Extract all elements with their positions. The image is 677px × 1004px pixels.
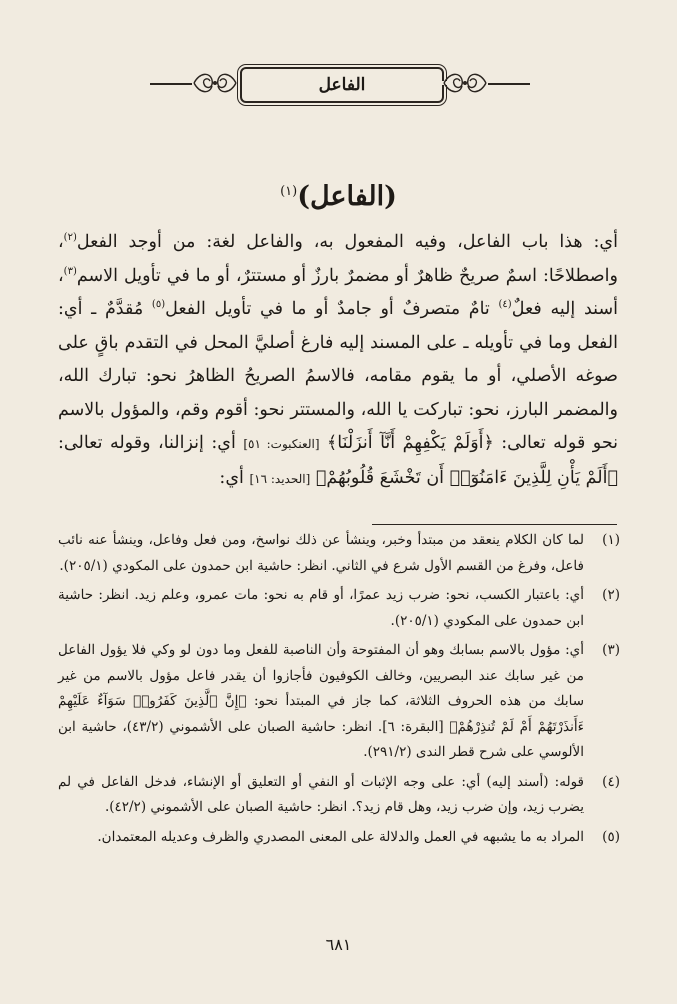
flourish-ornament-left-icon: [192, 68, 238, 98]
footnote-number: (٤): [602, 773, 620, 790]
running-header: [150, 66, 530, 102]
surah-reference: [الحديد: ١٦]: [249, 471, 311, 486]
footnote-text: أي: مؤول بالاسم بسابك وهو أن المفتوحة وأن الناصبة للفعل وما دون لو وكي فلا يؤول الفاعل من غير سابك عند البصريين، وخالف الكوفيون فأجازوا أن يقدر فاعل مؤول بالاسم من غير سابك من هذه الحروف الثلاثة، كما جاز في المبتدأ نحو: ﴿إِنَّ ٱلَّذِينَ كَفَرُوا۟ سَوَآءٌ عَلَيْهِمْ ءَأَنذَرْتَهُمْ أَمْ لَمْ تُنذِرْهُمْ﴾ [البقرة: ٦]. انظر: حاشية الصبان على الأشموني (٤٣/٢)، حاشية ابن الألوسي على شرح قطر الندى (٢٩١/٢).: [58, 642, 584, 760]
footnote-item: [58, 638, 620, 766]
text-run: أي:: [219, 467, 250, 488]
text-run: تأويل الاسم: [76, 265, 161, 286]
header-title: الفاعل: [240, 67, 444, 103]
surah-reference: [العنكبوت: ٥١]: [243, 437, 320, 451]
footnote-text: قوله: (أسند إليه) أي: على وجه الإثبات أو النفي أو التعليق أو الإنشاء، فدخل الفاعل في لم يضرب زيد، وإن ضرب زيد، وهل قام زيد؟. انظر: حاشية الصبان على الأشموني (٤٢/٢).: [58, 773, 584, 815]
text-run: تبارك الله، والمضمر البارز، نحو: تباركت يا الله، والمستتر نحو: أقوم وقم،: [58, 366, 618, 420]
chapter-title-text: (الفاعل): [297, 181, 397, 212]
text-run: أي:: [211, 433, 244, 453]
footnote-marker: (٣): [63, 265, 77, 277]
footnote-text: أي: باعتبار الكسب، نحو: ضرب زيد عمرًا، أو قام به نحو: مات عمرو، وعلم زيد. انظر: حاشية ابن حمدون على المكودي (٢٠٥/١).: [58, 587, 584, 629]
footnote-text: لما كان الكلام ينعقد من مبتدأ وخبر، وينشأ عن ذلك نواسخ، ومن فعل وفاعل، وينشأ عنه نائب فاعل، وفرغ من القسم الأول شرع في الثاني. انظر: حاشية ابن حمدون على المكودي (٢٠٥/١).: [58, 532, 584, 574]
text-run: مُقدَّمٌ ـ أي: الفعل وما في تأويله ـ على المسند إليه فارغ أصليَّ المحل في: [58, 299, 618, 353]
text-run: تامٌ متصرفٌ أو جامدٌ أو ما في تأويل الفعل: [165, 299, 499, 319]
footnotes: [58, 528, 620, 854]
chapter-title: [0, 172, 677, 217]
footnote-item: [58, 583, 620, 634]
quran-quote: والمؤول بالاسم نحو قوله تعالى: ﴿أَوَلَمْ يَكْفِهِمْ أَنَّآ أَنزَلْنَا﴾: [58, 399, 619, 453]
main-text: [58, 226, 618, 496]
text-run: التقدم باقٍ على صوغه الأصلي، أو ما يقوم مقامه، فالاسمُ الصريحُ الظاهرُ نحو:: [58, 332, 618, 386]
text-run: الفعل: [76, 232, 118, 252]
footnote-item: [58, 825, 620, 851]
text-run: ، أسند إليه فعلٌ: [58, 265, 618, 319]
footnote-item: [58, 770, 620, 821]
footnote-separator: [372, 524, 617, 525]
footnote-number: (٣): [602, 642, 620, 658]
footnote-text: المراد به ما يشبهه في العمل والدلالة على المعنى المصدري والظرف وعديله المعتمدان.: [97, 828, 584, 845]
flourish-ornament-right-icon: [442, 68, 488, 98]
page-number: ٦٨١: [325, 935, 352, 954]
footnote-number: (١): [602, 532, 620, 548]
footnote-marker: (٢): [63, 232, 77, 244]
paragraph: [58, 226, 618, 496]
text-run: أي: هذا باب الفاعل، وفيه المفعول به، والفاعل لغة: من أوجد: [128, 232, 618, 252]
footnote-marker: (٥): [151, 299, 166, 311]
footnote-number: (٢): [602, 587, 620, 603]
footnote-item: [58, 528, 620, 579]
quran-quote: إنزالنا، وقوله تعالى: ﴿أَلَمْ يَأْنِ لِلَّذِينَ ءَامَنُوٓا۟ أَن تَخْشَعَ قُلُوبُهُمْ﴾: [58, 433, 618, 488]
footnote-marker: (٤): [498, 299, 512, 311]
footnote-number: (٥): [602, 828, 620, 845]
text-run: ، واصطلاحًا: اسمٌ صريحٌ ظاهرٌ أو مضمرٌ بارزٌ أو مستترٌ، أو ما في: [58, 232, 618, 286]
footnote-marker: (١): [280, 184, 298, 199]
